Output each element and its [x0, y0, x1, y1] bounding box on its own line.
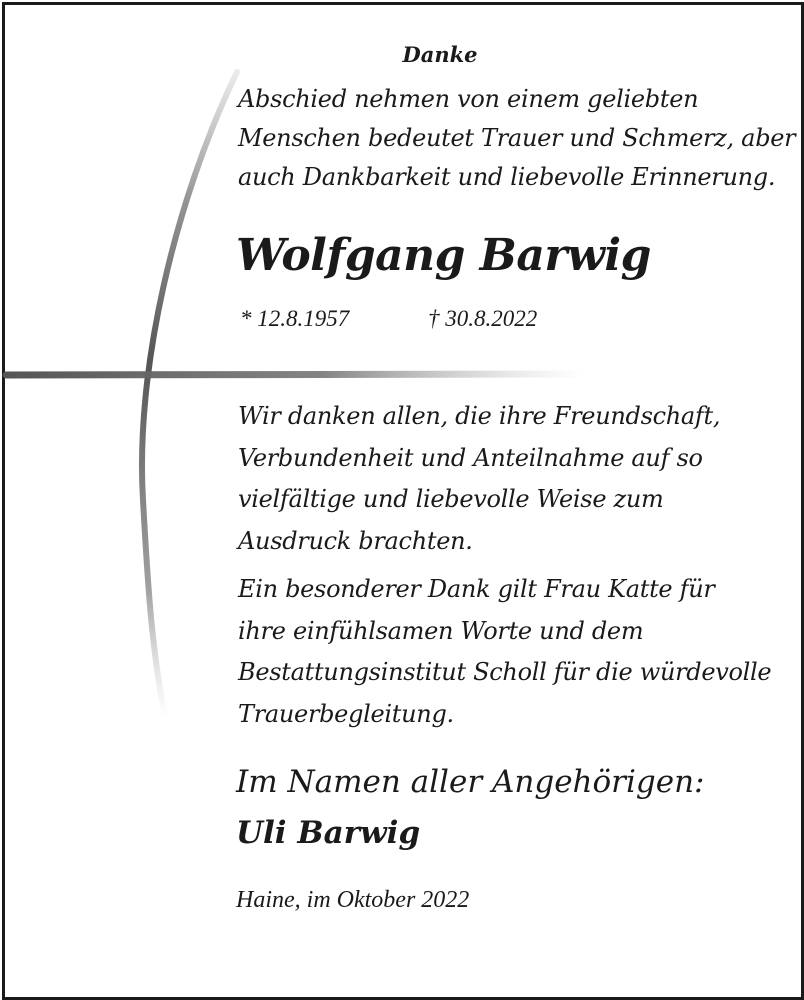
paragraph-line: Trauerbegleitung.: [238, 699, 454, 728]
intro-line: auch Dankbarkeit und liebevolle Erinnerung.: [238, 163, 776, 191]
deceased-name: Wolfgang Barwig: [236, 230, 651, 281]
birth-date: * 12.8.1957: [240, 306, 350, 331]
cross-vertical-stroke: [142, 72, 237, 718]
signer-name: Uli Barwig: [236, 815, 421, 851]
intro-line: Abschied nehmen von einem geliebten: [238, 85, 699, 113]
paragraph-line: Ausdruck brachten.: [238, 526, 473, 555]
intro-line: Menschen bedeutet Trauer und Schmerz, aber: [238, 124, 796, 152]
paragraph-line: Bestattungsinstitut Scholl für die würdevolle: [238, 658, 772, 686]
notice-heading: Danke: [402, 42, 478, 67]
thanks-paragraph: [238, 396, 720, 562]
paragraph-line: ihre einfühlsamen Worte und dem: [238, 616, 644, 645]
paragraph-line: Wir danken allen, die ihre Freundschaft,: [238, 402, 721, 430]
paragraph-line: Verbundenheit und Anteilnahme auf so: [238, 443, 703, 472]
special-thanks-paragraph: [238, 569, 771, 735]
cross-horizontal-stroke: [6, 374, 585, 375]
paragraph-line: Ein besonderer Dank gilt Frau Katte für: [238, 575, 715, 603]
death-date: † 30.8.2022: [428, 306, 538, 331]
intro-text: [238, 80, 795, 197]
place-date: Haine, im Oktober 2022: [236, 887, 470, 913]
paragraph-line: vielfältige und liebevolle Weise zum: [238, 485, 664, 513]
closing-line: Im Namen aller Angehörigen:: [236, 764, 705, 800]
